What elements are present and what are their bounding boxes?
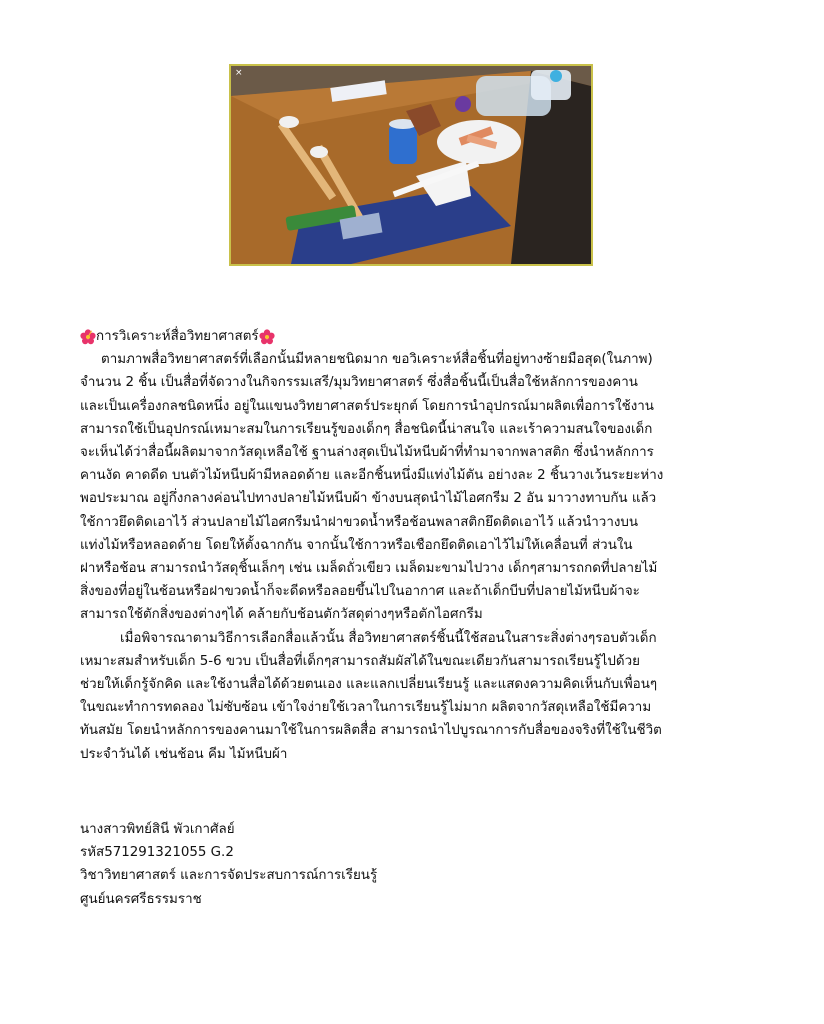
author-name: นางสาวพิทย์สินี พัวเกาศัลย์ [80,822,235,837]
paragraph-line: ตามภาพสื่อวิทยาศาสตร์ที่เลือกนั้นมีหลายชนิดมาก ขอวิเคราะห์สื่อชิ้นที่อยู่ทางซ้ายมือสุด(ในภาพ) [101,352,653,368]
paragraph-line: ประจำวันได้ เช่นช้อน คีม ไม้หนีบผ้า [80,746,288,762]
paragraph-line: และเป็นเครื่องกลชนิดหนึ่ง อยู่ในแขนงวิทยาศาสตร์ประยุกต์ โดยการนำอุปกรณ์มาผลิตเพื่อการใช้งาน [80,398,654,414]
hibiscus-icon [80,329,96,345]
science-materials-photo [229,64,593,266]
paragraph-line: สิ่งของที่อยู่ในช้อนหรือฝาขวดน้ำก็จะดีดหรือลอยขึ้นไปในอากาศ และถ้าเด็กบีบที่ปลายไม้หนีบผ้าจะ [80,584,640,600]
paragraph-1 [80,348,720,626]
study-center: ศูนย์นครศรีธรรมราช [80,891,202,907]
paragraph-line: ฝาหรือช้อน สามารถนำวัสดุชิ้นเล็กๆ เช่น เมล็ดถั่วเขียว เมล็ดมะขามไปวาง เด็กๆสามารถกดที่ปลายไม้ [80,561,658,577]
paragraph-line: พอประมาณ อยู่กึ่งกลางค่อนไปทางปลายไม้หนีบผ้า ข้างบนสุดนำไม้ไอศกรีม 2 อัน มาวางทาบกัน แล้ว [80,491,657,507]
analysis-title: การวิเคราะห์สื่อวิทยาศาสตร์ [96,329,259,344]
paragraph-line: จะเห็นได้ว่าสื่อนี้ผลิตมาจากวัสดุเหลือใช้ ฐานล่างสุดเป็นไม้หนีบผ้าที่ทำมาจากพลาสติก ซึ่งนำหลักการ [80,445,654,461]
paragraph-line: ในขณะทำการทดลอง ไม่ซับซ้อน เข้าใจง่ายใช้เวลาในการเรียนรู้ไม่มาก ผลิตจากวัสดุเหลือใช้มีความ [80,700,652,716]
paragraph-line: จำนวน 2 ชิ้น เป็นสื่อที่จัดวางในกิจกรรมเสรี/มุมวิทยาศาสตร์ ซึ่งสื่อชิ้นนี้เป็นสื่อใช้หลักการของคาน [80,375,638,391]
paragraph-line: ช่วยให้เด็กรู้จักคิด และใช้งานสื่อได้ด้วยตนเอง และแลกเปลี่ยนเรียนรู้ และแสดงความคิดเห็นกับเพื่อนๆ [80,677,658,693]
paragraph-line: เมื่อพิจารณาตามวิธีการเลือกสื่อแล้วนั้น สื่อวิทยาศาสตร์ชิ้นนี้ใช้สอนในสาระสิ่งต่างๆรอบตัวเด็ก [120,630,657,646]
paragraph-line: คานงัด คาดดีด บนตัวไม้หนีบผ้ามีหลอดด้าย และอีกชิ้นหนึ่งมีแท่งไม้ตัน อย่างละ 2 ชิ้นวางเว้นระยะห่าง [80,468,664,484]
paragraph-line: สามารถใช้เป็นอุปกรณ์เหมาะสมในการเรียนรู้ของเด็กๆ สื่อชนิดนี้น่าสนใจ และเร้าความสนใจของเด็ก [80,421,653,437]
paragraph-2 [80,627,720,766]
paragraph-line: เหมาะสมสำหรับเด็ก 5-6 ขวบ เป็นสื่อที่เด็กๆสามารถสัมผัสได้ในขณะเดียวกันสามารถเรียนรู้ไปด้วย [80,653,640,669]
close-icon[interactable]: × [235,68,243,78]
paragraph-line: ใช้กาวยึดติดเอาไว้ ส่วนปลายไม้ไอศกรีมนำฝาขวดน้ำหรือช้อนพลาสติกยึดติดเอาไว้ แล้วนำวางบน [80,514,639,530]
course-name: วิชาวิทยาศาสตร์ และการจัดประสบการณ์การเรียนรู้ [80,868,378,884]
paragraph-line: ทันสมัย โดยนำหลักการของคานมาใช้ในการผลิตสื่อ สามารถนำไปบูรณาการกับสื่อของจริงที่ใช้ในชีวิต [80,723,662,739]
paragraph-line: สามารถใช้ตักสิ่งของต่างๆได้ คล้ายกับช้อนตักวัสดุต่างๆหรือตักไอศกรีม [80,607,483,623]
author-signature-block [80,818,580,911]
hibiscus-icon [259,329,275,345]
paragraph-line: แท่งไม้หรือหลอดด้าย โดยให้ตั้งฉากกัน จากนั้นใช้กาวหรือเชือกยึดติดเอาไว้ไม่ให้เคลื่อนที่ ส่วนใน [80,537,633,553]
student-id: รหัส571291321055 G.2 [80,845,234,861]
analysis-heading [80,325,720,348]
analysis-content [80,325,720,766]
photo-illustration [231,66,591,264]
